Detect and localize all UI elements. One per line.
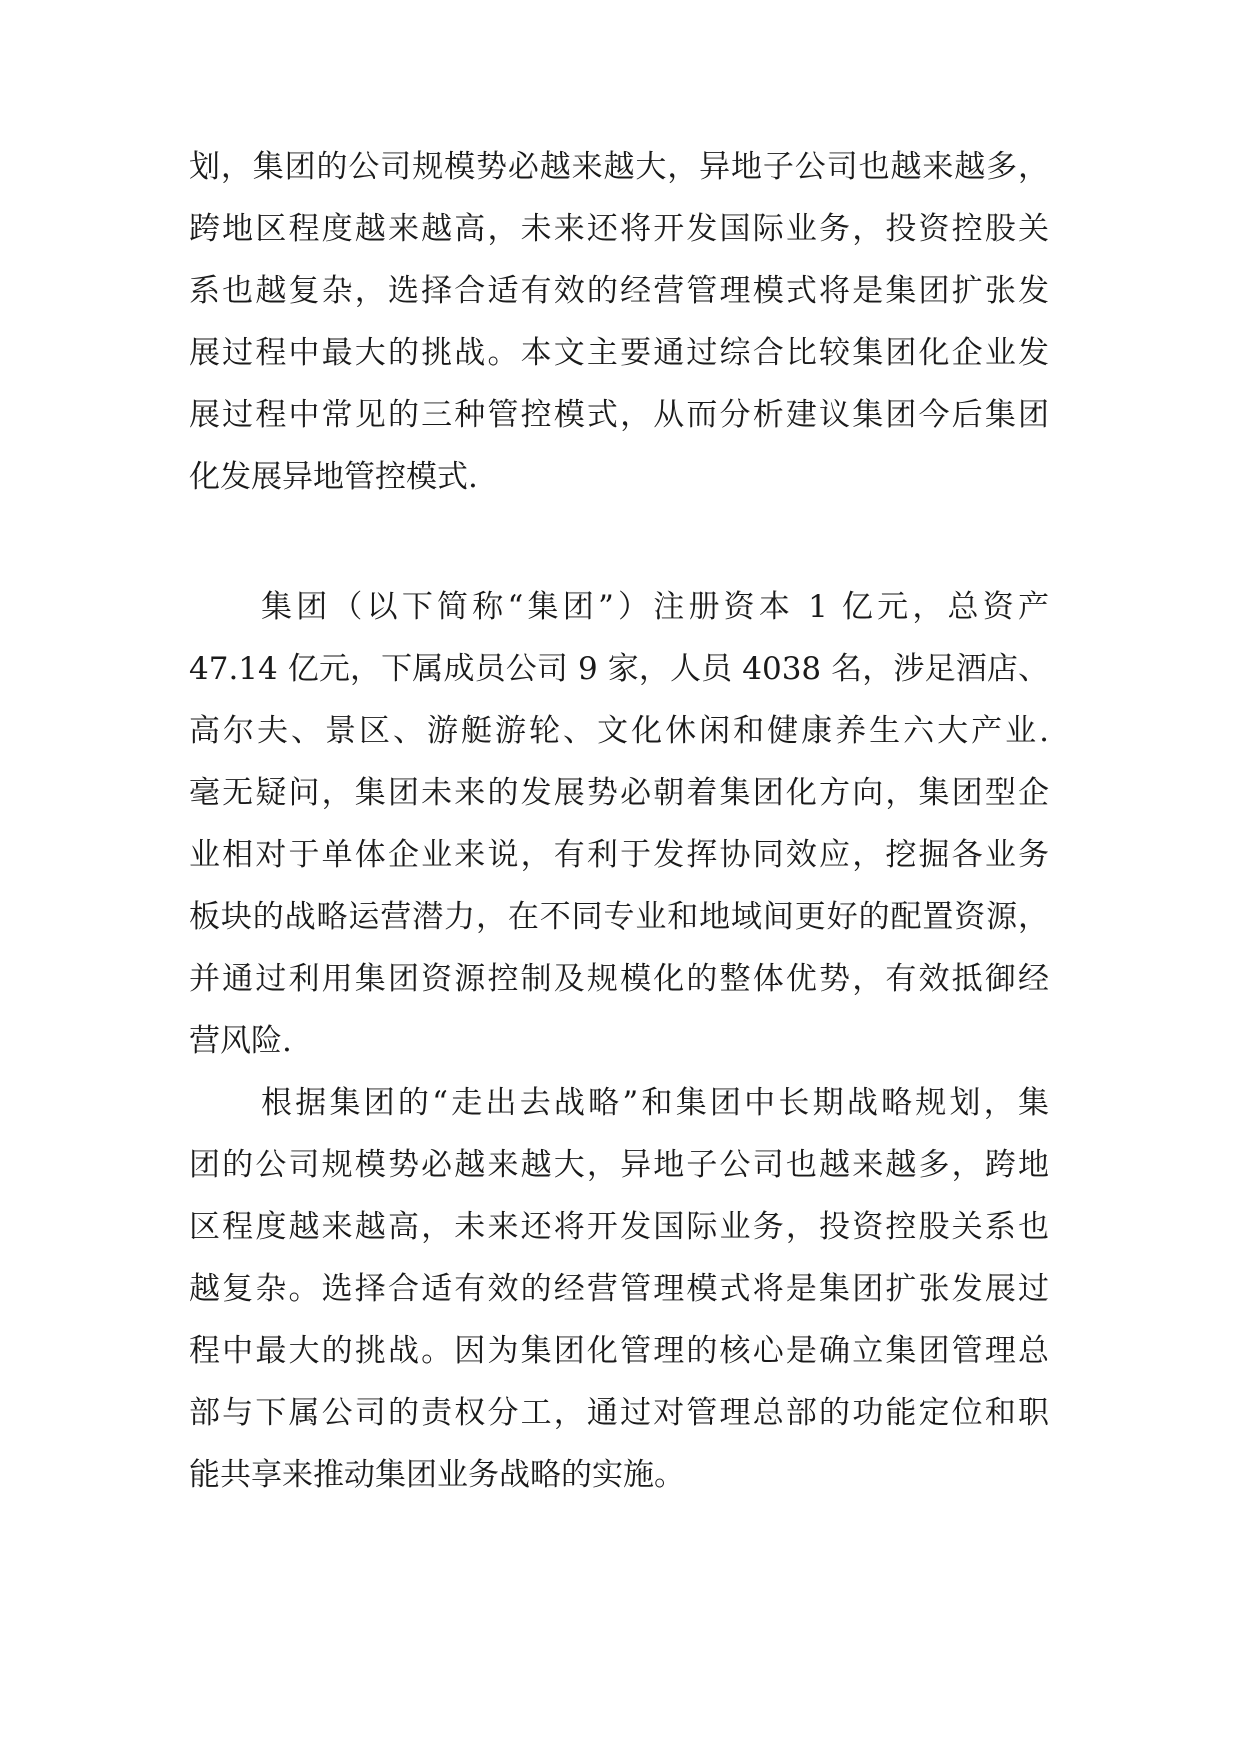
paragraph-3-line-7: 能共享来推动集团业务战略的实施。 xyxy=(189,1457,685,1493)
paragraph-3-line-1: 根据集团的“走出去战略”和集团中长期战略规划，集 xyxy=(261,1085,1049,1121)
paragraph-2-line-1: 集团（以下简称“集团”）注册资本 1 亿元，总资产 xyxy=(261,589,1049,625)
paragraph-2-line-7: 并通过利用集团资源控制及规模化的整体优势，有效抵御经 xyxy=(189,961,1049,997)
paragraph-1-line-3: 系也越复杂，选择合适有效的经营管理模式将是集团扩张发 xyxy=(189,273,1049,309)
paragraph-2-line-4: 毫无疑问，集团未来的发展势必朝着集团化方向，集团型企 xyxy=(189,775,1049,811)
paragraph-1-line-2: 跨地区程度越来越高，未来还将开发国际业务，投资控股关 xyxy=(189,211,1049,247)
paragraph-3-line-4: 越复杂。选择合适有效的经营管理模式将是集团扩张发展过 xyxy=(189,1271,1049,1307)
paragraph-2-line-3: 高尔夫、景区、游艇游轮、文化休闲和健康养生六大产业. xyxy=(189,713,1049,749)
paragraph-1-line-4: 展过程中最大的挑战。本文主要通过综合比较集团化企业发 xyxy=(189,335,1049,371)
paragraph-1-line-6: 化发展异地管控模式. xyxy=(189,459,478,495)
paragraph-3-line-5: 程中最大的挑战。因为集团化管理的核心是确立集团管理总 xyxy=(189,1333,1049,1369)
paragraph-3-line-2: 团的公司规模势必越来越大，异地子公司也越来越多，跨地 xyxy=(189,1147,1049,1183)
paragraph-1-line-5: 展过程中常见的三种管控模式，从而分析建议集团今后集团 xyxy=(189,397,1049,433)
paragraph-2-line-6: 板块的战略运营潜力，在不同专业和地域间更好的配置资源， xyxy=(189,899,1049,935)
paragraph-3-line-3: 区程度越来越高，未来还将开发国际业务，投资控股关系也 xyxy=(189,1209,1049,1245)
paragraph-3-line-6: 部与下属公司的责权分工，通过对管理总部的功能定位和职 xyxy=(189,1395,1049,1431)
paragraph-2-line-5: 业相对于单体企业来说，有利于发挥协同效应，挖掘各业务 xyxy=(189,837,1049,873)
paragraph-1-line-1: 划，集团的公司规模势必越来越大，异地子公司也越来越多， xyxy=(189,149,1049,185)
paragraph-2-line-2: 47.14 亿元，下属成员公司 9 家，人员 4038 名，涉足酒店、 xyxy=(189,651,1049,687)
paragraph-2-line-8: 营风险. xyxy=(189,1023,292,1059)
